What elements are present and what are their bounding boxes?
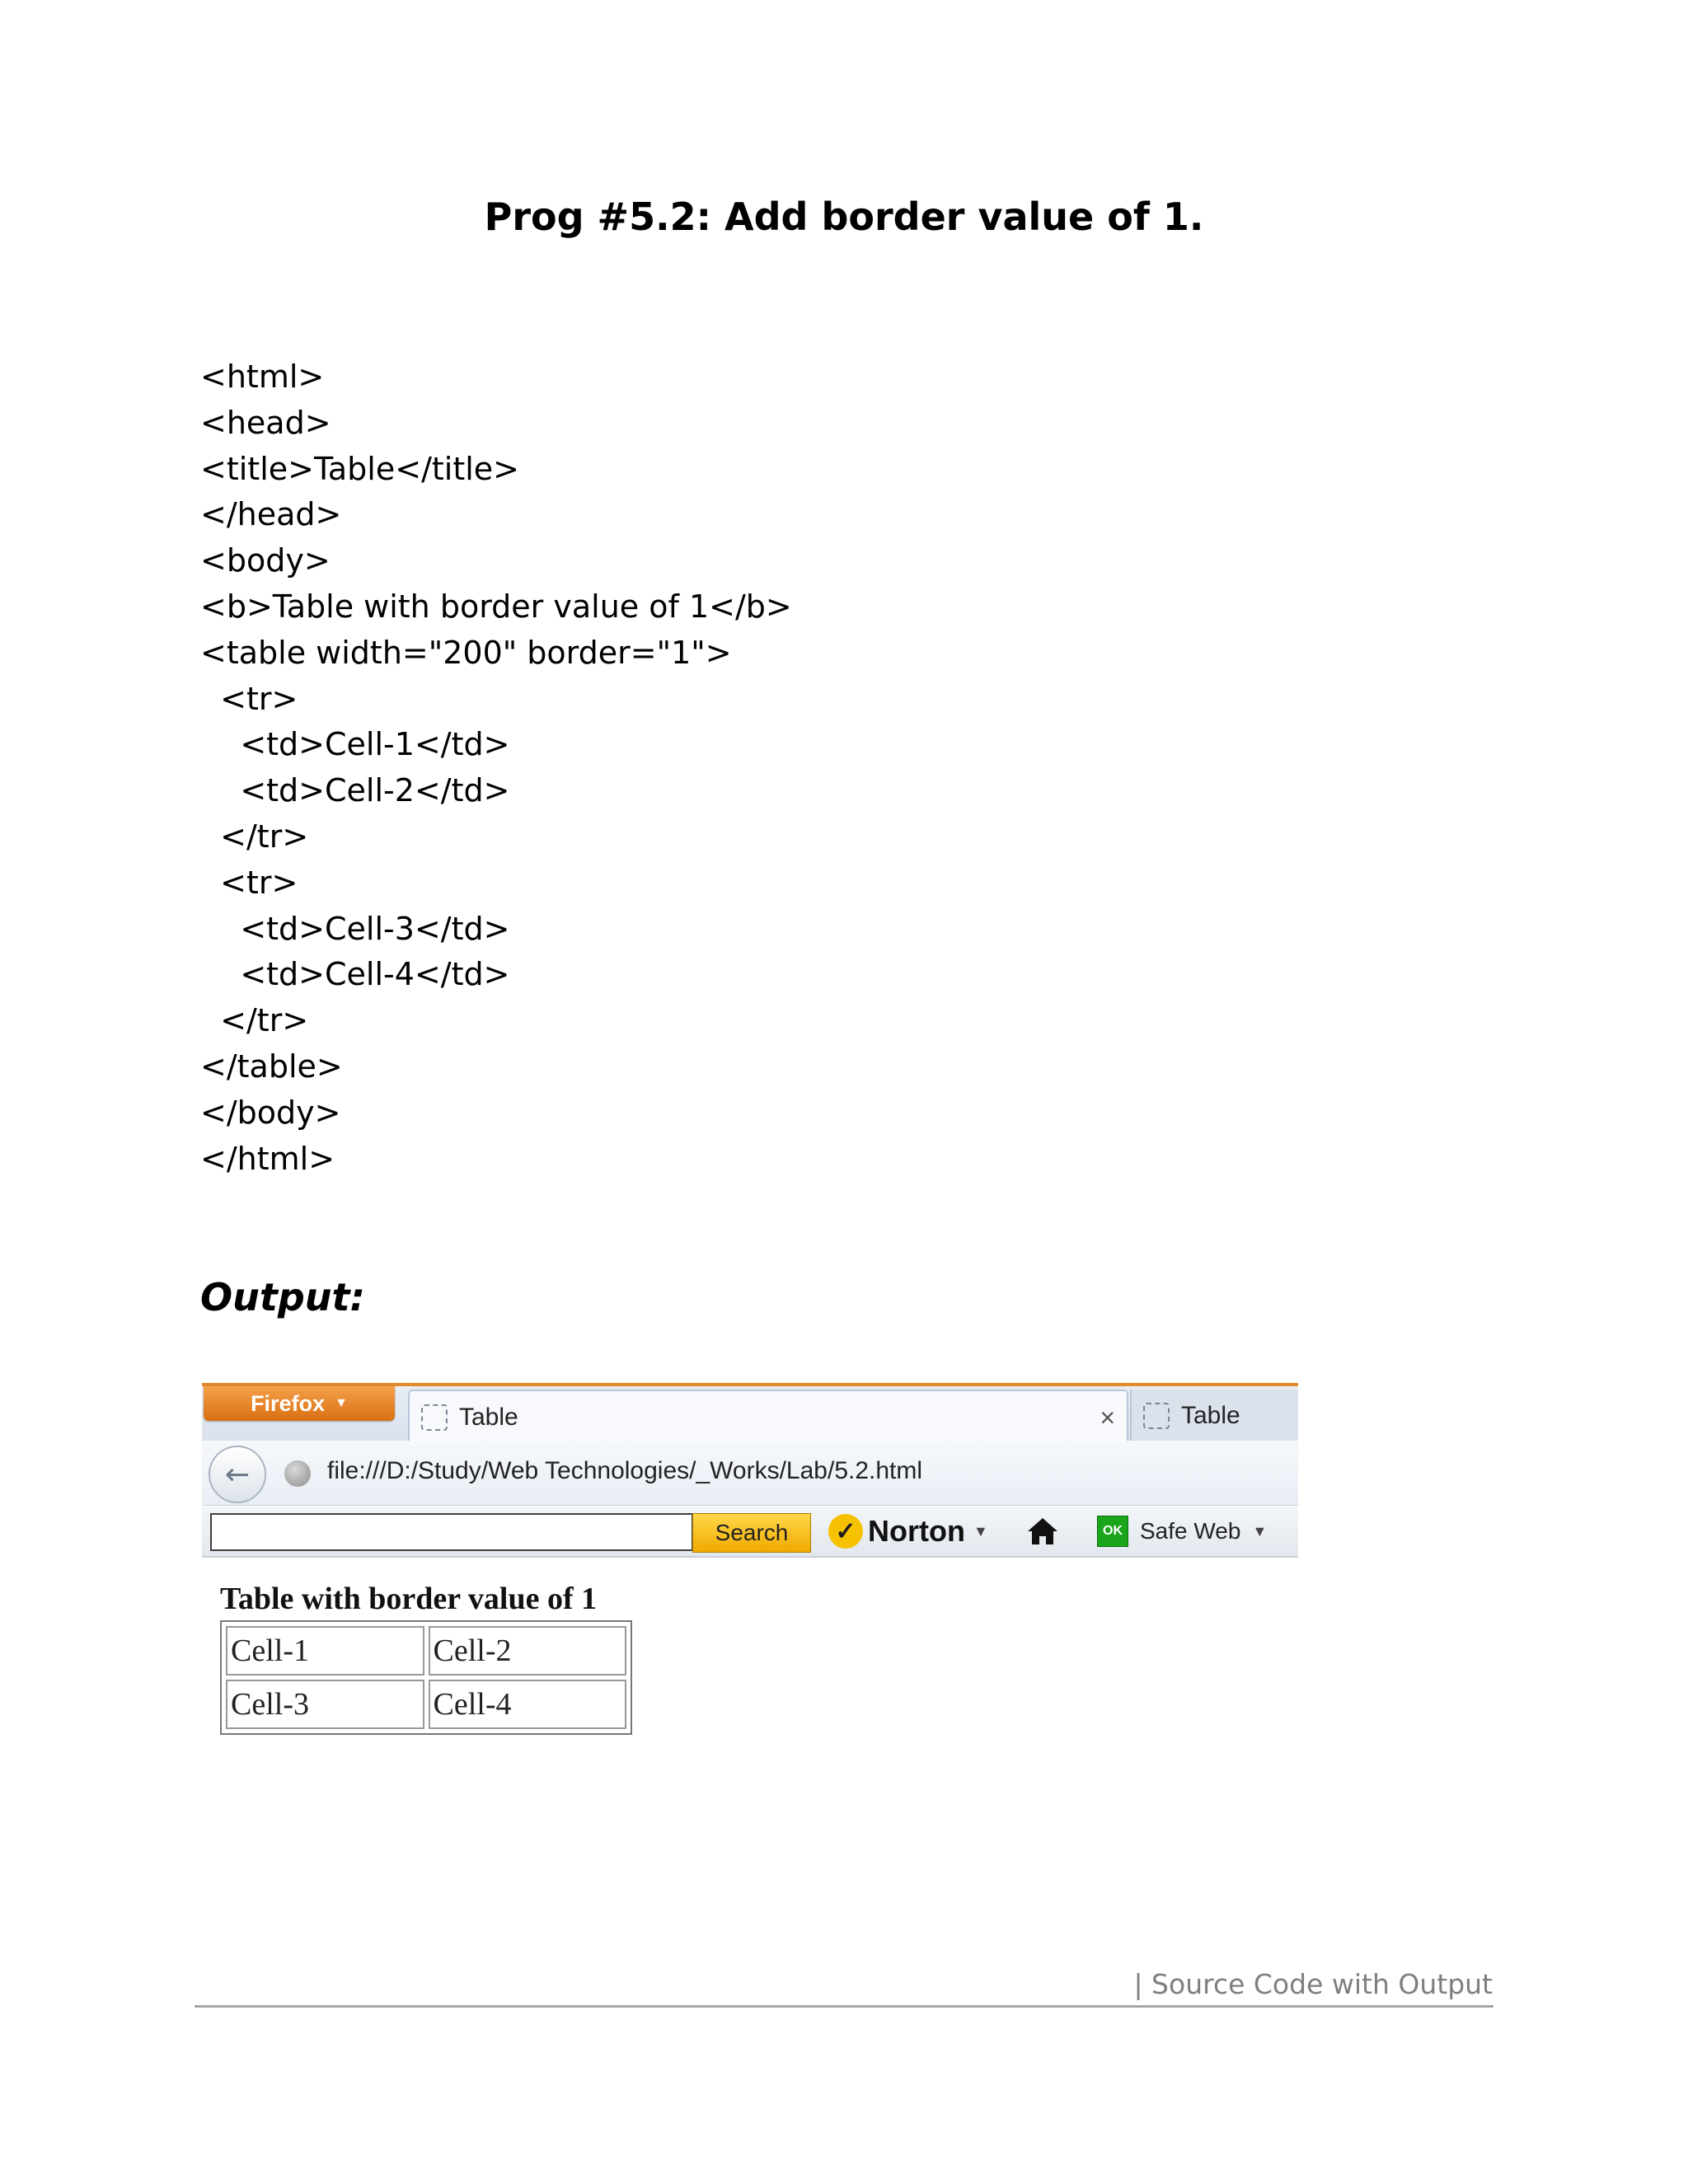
norton-label: Norton <box>868 1514 965 1548</box>
table-row <box>226 1680 626 1729</box>
rendered-table <box>220 1620 632 1735</box>
rendered-heading: Table with border value of 1 <box>220 1582 598 1616</box>
page-icon <box>1143 1403 1170 1429</box>
tab-bar <box>202 1383 1298 1444</box>
navigation-bar <box>202 1441 1298 1506</box>
table-cell: Cell-4 <box>429 1680 627 1729</box>
norton-check-icon: ✓ <box>828 1514 863 1549</box>
back-button[interactable] <box>209 1446 266 1503</box>
norton-menu[interactable] <box>828 1511 988 1551</box>
source-code-block: <html> <head> <title>Table</title> </head> <body> <b>Table with border value of 1</b> <table width="200" border="1"> <tr> <td>Cell-1</td> <td>Cell-2</td> </tr> <tr> <td>Cell-3</td> <td>Cell-4</td> </tr> </table> </body> </html> <box>200 359 792 1177</box>
footer-text: | Source Code with Output <box>1133 1968 1493 2000</box>
search-button[interactable]: Search <box>692 1513 811 1553</box>
safe-web-label: Safe Web <box>1140 1518 1241 1544</box>
tab-table-inactive[interactable] <box>1130 1390 1298 1442</box>
home-icon[interactable] <box>1026 1516 1059 1546</box>
dropdown-arrow-icon: ▼ <box>335 1396 348 1410</box>
site-identity-icon[interactable] <box>284 1460 311 1487</box>
tab-table-active[interactable] <box>408 1390 1128 1444</box>
dropdown-arrow-icon: ▼ <box>1252 1522 1268 1540</box>
table-cell: Cell-1 <box>226 1626 424 1675</box>
search-input[interactable] <box>210 1513 693 1551</box>
output-heading: Output: <box>200 1275 365 1319</box>
norton-toolbar <box>202 1507 1298 1558</box>
firefox-menu-button[interactable] <box>204 1386 395 1421</box>
safe-web-ok-icon: OK <box>1097 1516 1128 1547</box>
tab-label: Table <box>1181 1402 1240 1429</box>
back-arrow-icon: ← <box>224 1457 251 1492</box>
dropdown-arrow-icon: ▼ <box>973 1522 988 1540</box>
page-icon <box>421 1404 448 1431</box>
address-bar[interactable]: file:///D:/Study/Web Technologies/_Works/Lab/5.2.html <box>327 1457 923 1484</box>
browser-screenshot <box>202 1383 1298 1746</box>
table-row <box>226 1626 626 1675</box>
table-cell: Cell-2 <box>429 1626 627 1675</box>
close-tab-icon[interactable]: × <box>1100 1402 1115 1432</box>
firefox-menu-label: Firefox <box>251 1390 326 1416</box>
page-title: Prog #5.2: Add border value of 1. <box>484 194 1204 239</box>
footer-divider <box>195 2005 1493 2008</box>
tab-label: Table <box>459 1404 518 1431</box>
table-cell: Cell-3 <box>226 1680 424 1729</box>
safe-web-menu[interactable] <box>1097 1515 1267 1548</box>
